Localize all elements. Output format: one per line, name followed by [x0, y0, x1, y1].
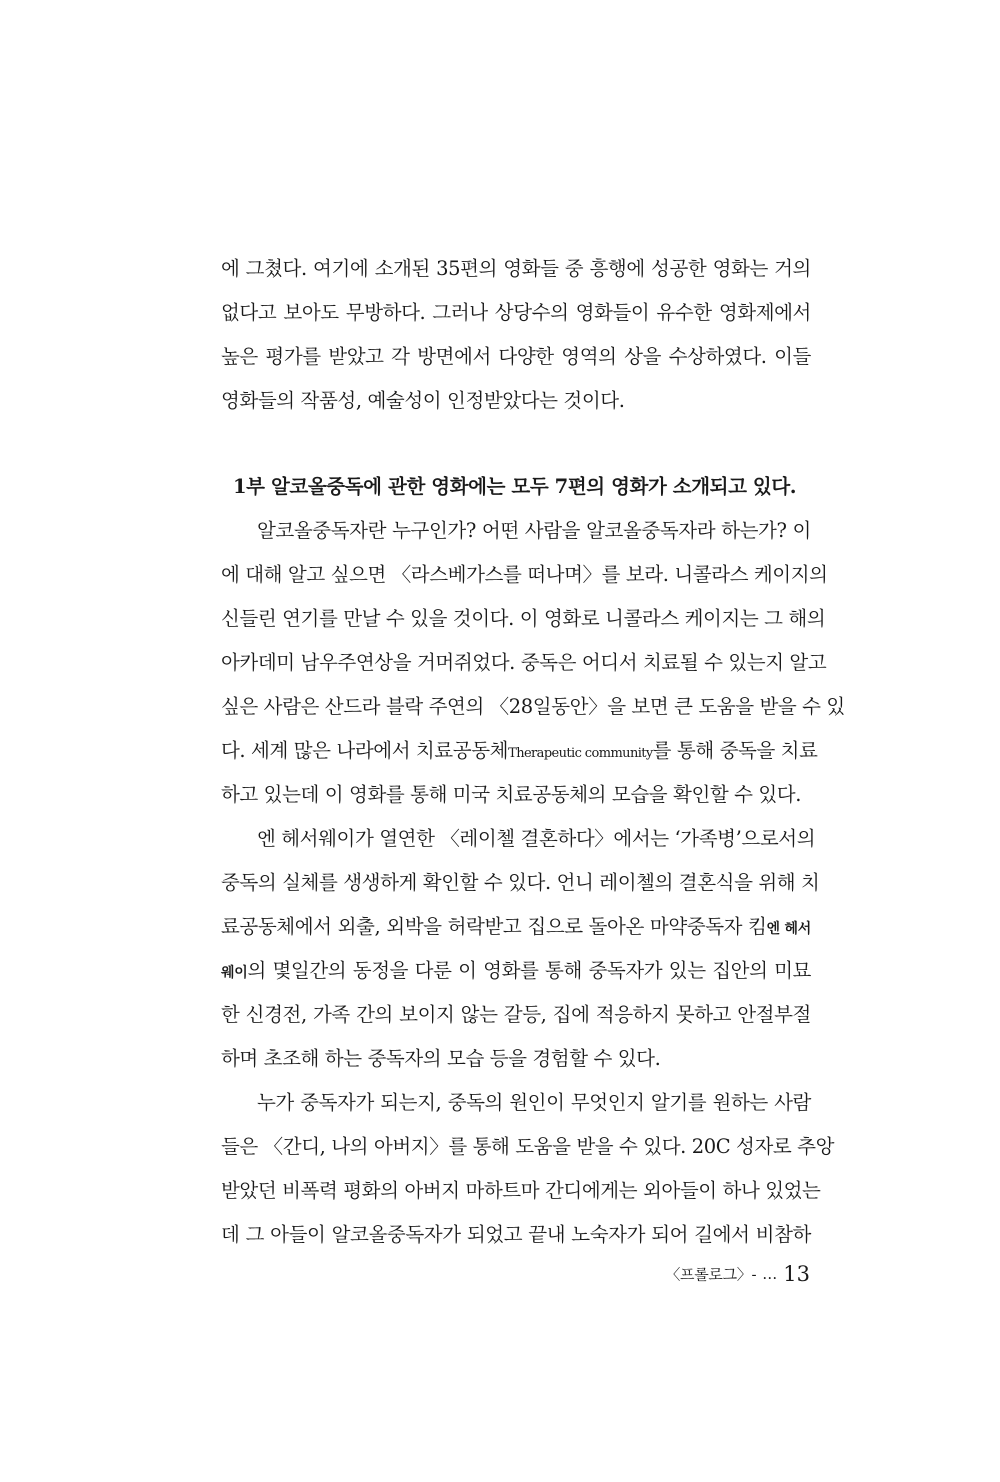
english-term: Therapeutic community	[508, 746, 653, 761]
actor-name: 엔 헤서	[766, 921, 811, 937]
text-line: 데 그 아들이 알코올중독자가 되었고 끝내 노숙자가 되어 길에서 비참하	[221, 1223, 811, 1246]
text-line: 누가 중독자가 되는지, 중독의 원인이 무엇인지 알기를 원하는 사람	[257, 1091, 811, 1114]
text-line: 싶은 사람은 산드라 블락 주연의 〈28일동안〉을 보면 큰 도움을 받을 수 있	[221, 695, 845, 718]
text-line: 받았던 비폭력 평화의 아버지 마하트마 간디에게는 외아들이 하나 있었는	[221, 1179, 821, 1202]
text-line: 높은 평가를 받았고 각 방면에서 다양한 영역의 상을 수상하였다. 이들	[221, 345, 811, 368]
text-line: 없다고 보아도 무방하다. 그러나 상당수의 영화들이 유수한 영화제에서	[221, 301, 811, 324]
text-line: 하며 초조해 하는 중독자의 모습 등을 경험할 수 있다.	[221, 1047, 661, 1070]
text-line: 알코올중독자란 누구인가? 어떤 사람을 알코올중독자라 하는가? 이	[257, 519, 811, 542]
text-line: 중독의 실체를 생생하게 확인할 수 있다. 언니 레이첼의 결혼식을 위해 치	[221, 871, 820, 894]
text-line: 들은 〈간디, 나의 아버지〉를 통해 도움을 받을 수 있다. 20C 성자로 추앙	[221, 1135, 835, 1158]
text-segment: 료공동체에서 외출, 외박을 허락받고 집으로 돌아온 마약중독자 킴	[221, 915, 767, 938]
text-line: 에 그쳤다. 여기에 소개된 35편의 영화들 중 흥행에 성공한 영화는 거의	[221, 257, 811, 280]
text-line: 신들린 연기를 만날 수 있을 것이다. 이 영화로 니콜라스 케이지는 그 해의	[221, 607, 826, 630]
text-line: 영화들의 작품성, 예술성이 인정받았다는 것이다.	[221, 389, 625, 412]
text-line: 한 신경전, 가족 간의 보이지 않는 갈등, 집에 적응하지 못하고 안절부절	[221, 1003, 811, 1026]
text-segment: 를 통해 중독을 치료	[652, 739, 818, 762]
text-line	[221, 954, 811, 988]
footer-dots: …	[762, 1265, 778, 1283]
text-line: 에 대해 알고 싶으면 〈라스베가스를 떠나며〉를 보라. 니콜라스 케이지의	[221, 563, 828, 586]
page-number: 13	[783, 1262, 810, 1286]
text-line	[221, 734, 818, 768]
text-line: 아카데미 남우주연상을 거머쥐었다. 중독은 어디서 치료될 수 있는지 알고	[221, 651, 827, 674]
text-line: 엔 헤서웨이가 열연한 〈레이첼 결혼하다〉에서는 ‘가족병’으로서의	[257, 827, 816, 850]
section-label: 〈프롤로그〉-	[665, 1265, 757, 1284]
page-footer	[560, 1262, 810, 1298]
text-segment: 의 몇일간의 동정을 다룬 이 영화를 통해 중독자가 있는 집안의 미묘	[247, 959, 811, 982]
section-heading: 1부 알코올중독에 관한 영화에는 모두 7편의 영화가 소개되고 있다.	[233, 475, 797, 498]
text-line	[221, 910, 811, 944]
actor-name: 웨이	[221, 965, 248, 981]
text-line: 하고 있는데 이 영화를 통해 미국 치료공동체의 모습을 확인할 수 있다.	[221, 783, 802, 806]
text-segment: 다. 세계 많은 나라에서 치료공동체	[221, 739, 509, 762]
